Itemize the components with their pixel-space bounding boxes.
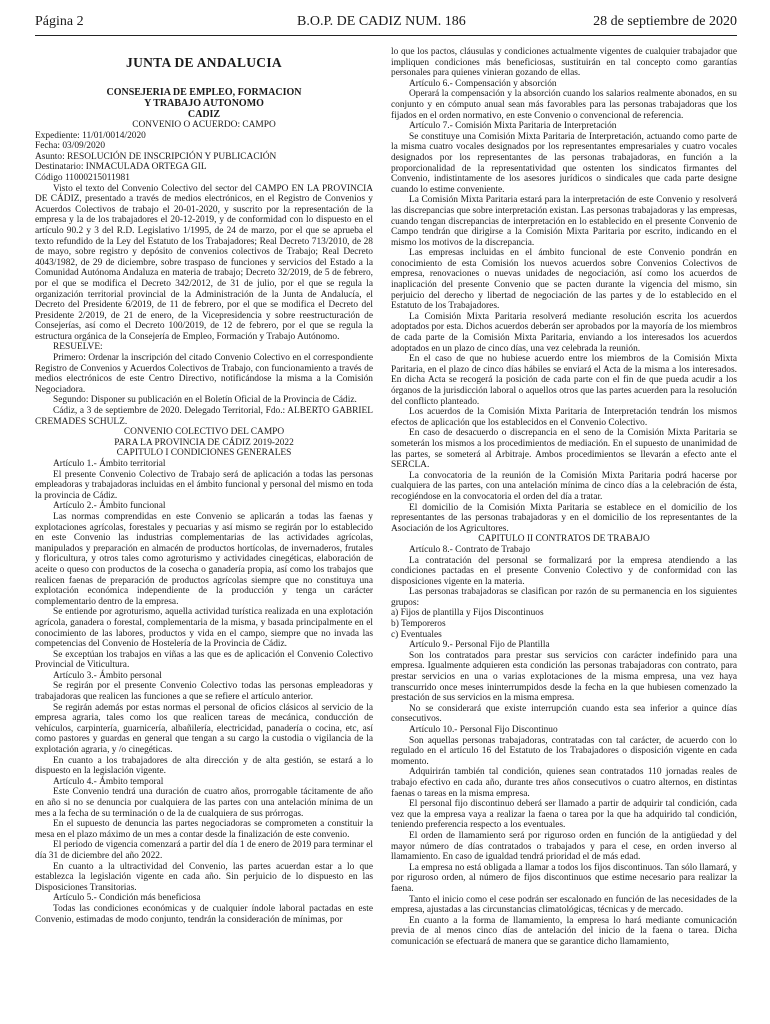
paragraph: No se considerará que existe interrupción cuando esta sea inferior a quince días consecutivos. <box>391 703 737 725</box>
metadata-line: Destinatario: INMACULADA ORTEGA GIL <box>35 162 207 173</box>
page-number: Página 2 <box>35 14 84 29</box>
metadata-line: Fecha: 03/09/2020 <box>35 141 106 152</box>
page-header <box>35 14 737 36</box>
publication-date: 28 de septiembre de 2020 <box>593 14 737 29</box>
department-line-2: Y TRABAJO AUTONOMO <box>144 98 264 109</box>
metadata-line: Código 11000215011981 <box>35 172 130 183</box>
section-heading: PARA LA PROVINCIA DE CÁDIZ 2019-2022 <box>114 437 294 448</box>
paragraph: Se entiende por agroturismo, aquella actividad turística realizada en una explotación agrícola, ganadera o forestal, complementaria de la misma, y basada principalmente en el conocimiento de las labores, productos y vida en el campo, siempre que no invada las competencias del Convenio de Hostelería de la Provincia de Cádiz. <box>35 607 373 650</box>
paragraph: El personal fijo discontinuo deberá ser llamado a partir de adquirir tal condición, cada vez que la empresa vaya a realizar la faena o tarea por la que ha adquirido tal condición, teniendo preferencia respecto a los eventuales. <box>391 799 737 831</box>
paragraph: lo que los pactos, cláusulas y condiciones actualmente vigentes de cualquier trabajador que impliquen condiciones más beneficiosas, sustituirán en tal concepto como garantías personales para quienes vinieran gozando de ellas. <box>391 47 737 79</box>
paragraph: Segundo: Disponer su publicación en el Boletín Oficial de la Provincia de Cádiz. <box>53 395 357 406</box>
paragraph: Artículo 5.- Condición más beneficiosa <box>53 893 201 904</box>
paragraph: Artículo 6.- Compensación y absorción <box>409 78 557 89</box>
paragraph: Artículo 3.- Ámbito personal <box>53 670 162 681</box>
section-heading: CAPITULO II CONTRATOS DE TRABAJO <box>478 534 650 545</box>
header-rule <box>35 35 737 36</box>
right-column <box>391 47 737 1017</box>
section-heading: CAPITULO I CONDICIONES GENERALES <box>116 448 292 459</box>
section-heading: CONVENIO COLECTIVO DEL CAMPO <box>123 427 285 438</box>
paragraph: Artículo 2.- Ámbito funcional <box>53 501 166 512</box>
paragraph: a) Fijos de plantilla y Fijos Discontinuos <box>391 608 544 619</box>
paragraph: c) Eventuales <box>391 629 442 640</box>
paragraph: El orden de llamamiento será por riguroso orden en función de la antigüedad y del mayor número de días contratados o trabajados y para el cese, en orden inverso al llamamiento. En caso de igualdad tendrá prioridad el de más edad. <box>391 830 737 863</box>
paragraph: Se regirán además por estas normas el personal de oficios clásicos al servicio de la empresa agraria, tales como los que realicen tareas de mecánica, conducción de vehículos, carpintería, guarnicería, albañilería, electricidad, panadería o cocina, etc, así como pastores y guardas en general que tengan a su cargo la custodia o vigilancia de la explotación agraria, y /o cinegéticas. <box>35 702 373 756</box>
paragraph: Adquirirán también tal condición, quienes sean contratados 110 jornadas reales de trabajo efectivo en cada año, durante tres años consecutivos o cuatro alternos, en distintas faenas o tareas en la misma empresa. <box>391 767 737 799</box>
paragraph: Los acuerdos de la Comisión Mixta Paritaria de Interpretación tendrán los mismos efectos de aplicación que los establecidos en el Convenio Colectivo. <box>391 407 737 428</box>
department-line-3: CADIZ <box>187 109 221 120</box>
paragraph: Artículo 10.- Personal Fijo Discontinuo <box>409 725 558 735</box>
paragraph: Artículo 8.- Contrato de Trabajo <box>409 544 531 555</box>
left-column <box>35 55 373 1015</box>
paragraph: Artículo 1.- Ámbito territorial <box>53 459 166 469</box>
paragraph: En cuanto a la forma de llamamiento, la empresa lo hará mediante comunicación previa de al menos cinco días de antelación del inicio de la faena o tarea. Dicha comunicación se efectuará de manera que se garantice dicho llamamiento, <box>391 915 737 947</box>
paragraph: La Comisión Mixta Paritaria resolverá mediante resolución escrita los acuerdos adoptados por esta. Dichos acuerdos deberán ser aprobados por la mayoría de los miembros de cada parte de la Comisión Mixta Paritaria, enviando a los interesados los acuerdos adoptados en un plazo de cinco días, una vez celebrada la reunión. <box>391 311 737 354</box>
left-body-text <box>35 184 373 926</box>
paragraph: En cuanto a la ultractividad del Convenio, las partes acuerdan estar a lo que establezca la legislación vigente en cada año. Sin perjuicio de lo dispuesto en las Disposiciones Transitorias. <box>35 861 373 893</box>
paragraph: Primero: Ordenar la inscripción del citado Convenio Colectivo en el correspondiente Registro de Convenios y Acuerdos Colectivos de Trabajo, con funcionamiento a través de medios electrónicos de este Centro Directivo, notificándose la misma a la Comisión Negociadora. <box>35 353 373 395</box>
paragraph: Las personas trabajadoras se clasifican por razón de su permanencia en los siguientes grupos: <box>391 587 737 608</box>
metadata-line: Asunto: RESOLUCIÓN DE INSCRIPCIÓN Y PUBLICACIÓN <box>35 151 277 162</box>
paragraph: Las empresas incluidas en el ámbito funcional de este Convenio pondrán en conocimiento de esta Comisión los nuevos acuerdos sobre Convenios Colectivos de empresa, renovaciones o nuevas unidades de negociación, así como los acuerdos de inaplicación del presente Convenio que se pacten durante la vigencia del mismo, sin perjuicio del derecho y libertad de negociación de las partes y de lo establecido en el Estatuto de los Trabajadores. <box>391 248 737 312</box>
paragraph: El domicilio de la Comisión Mixta Paritaria se establece en el domicilio de los representantes de las personas trabajadoras y en el domicilio de los representantes de la Asociación de los Agricultores. <box>391 502 737 534</box>
paragraph: Artículo 4.- Ámbito temporal <box>53 776 164 787</box>
paragraph: Cádiz, a 3 de septiembre de 2020. Delegado Territorial, Fdo.: ALBERTO GABRIEL CREMADES SCHULZ. <box>35 406 373 427</box>
paragraph: El presente Convenio Colectivo de Trabajo será de aplicación a todas las personas empleadoras y trabajadoras incluidas en el ámbito funcional y personal del mismo en toda la provincia de Cádiz. <box>35 469 373 501</box>
paragraph: En el caso de que no hubiese acuerdo entre los miembros de la Comisión Mixta Paritaria, en el plazo de cinco días hábiles se enviará el Acta de la misma a los interesados. En dicha Acta se recogerá la posición de cada parte con el fin de que pueda acudir a los órganos de la jurisdicción laboral o aquellos otros que las partes acuerden para la resolución del conflicto planteado. <box>391 354 737 407</box>
paragraph: El periodo de vigencia comenzará a partir del día 1 de enero de 2019 para terminar el día 31 de diciembre del año 2022. <box>35 840 373 861</box>
paragraph: b) Temporeros <box>391 619 446 630</box>
paragraph: Visto el texto del Convenio Colectivo del sector del CAMPO EN LA PROVINCIA DE CÁDIZ, presentado a través de medios electrónicos, en el Registro de Convenios y Acuerdos Colectivos de trabajo el 20-01-2020, y suscrito por la representación de la empresa y la de los trabajadores el 20-12-2019, y de conformidad con lo dispuesto en el artículo 90.2 y 3 del R.D. Legislativo 1/1995, de 24 de marzo, por el que se aprueba el texto refundido de la Ley del Estatuto de los Trabajadores; Real Decreto 713/2010, de 28 de mayo, sobre registro y depósito de convenios colectivos de Trabajo; Real Decreto 4043/1982, de 29 de diciembre, sobre traspaso de funciones y servicios del Estado a la Comunidad Autónoma Andaluza en materia de trabajo; Decreto 32/2019, de 5 de febrero, por el que se modifica el Decreto 342/2012, de 31 de julio, por el que se regula la organización territorial provincial de la Administración de la Junta de Andalucía, el Decreto del Presidente 6/2019, de 11 de febrero, por el que se modifica el Decreto del Presidente 2/2019, de 21 de enero, de la Vicepresidencia y sobre reestructuración de Consejerías, así como el Decreto 100/2019, de 12 de febrero, por el que se regula la estructura orgánica de la Consejería de Empleo, Formación y Trabajo Autónomo. <box>35 183 373 342</box>
paragraph: Artículo 7.- Comisión Mixta Paritaria de Interpretación <box>409 121 617 132</box>
paragraph: Son aquellas personas trabajadoras, contratadas con tal carácter, de acuerdo con lo regulado en el artículo 16 del Estatuto de los Trabajadores o disposición vigente en cada momento. <box>391 735 737 767</box>
document-type: CONVENIO O ACUERDO: CAMPO <box>132 120 276 130</box>
publication-title: B.O.P. DE CADIZ NUM. 186 <box>297 14 466 29</box>
paragraph: Este Convenio tendrá una duración de cuatro años, prorrogable tácitamente de año en año si no se denuncia por cualquiera de las partes con una antelación mínima de un mes a la fecha de su terminación o de la de cualquiera de sus prórrogas. <box>35 787 373 819</box>
paragraph: Artículo 9.- Personal Fijo de Plantilla <box>409 640 550 651</box>
paragraph: La empresa no está obligada a llamar a todos los fijos discontinuos. Tan sólo llamará, y por riguroso orden, al número de fijos discontinuos que estime necesario para realizar la faena. <box>391 862 737 894</box>
paragraph: En el supuesto de denuncia las partes negociadoras se comprometen a constituir la mesa en el plazo máximo de un mes a contar desde la finalización de este convenio. <box>35 819 373 840</box>
paragraph: Se constituye una Comisión Mixta Paritaria de Interpretación, actuando como parte de la misma cuatro vocales designados por los representantes empresariales y cuatro vocales designados por los representantes de las personas trabajadoras, en función a la proporcionalidad de la representatividad que ostenten los sindicatos firmantes del Convenio, indistintamente de los asesores jurídicos o sindicales que cada parte designe cuando lo estime conveniente. <box>391 131 737 195</box>
paragraph: La convocatoria de la reunión de la Comisión Mixta Paritaria podrá hacerse por cualquiera de las partes, con una antelación mínima de cinco días a la celebración de ésta, recogiéndose en la convocatoria el orden del día a tratar. <box>391 470 737 502</box>
paragraph: En cuanto a los trabajadores de alta dirección y de alta gestión, se estará a lo dispuesto en la legislación vigente. <box>35 755 373 777</box>
paragraph: Operará la compensación y la absorción cuando los salarios realmente abonados, en su conjunto y en cómputo anual sean más favorables para las personas trabajadoras que los fijados en el orden normativo, en este Convenio o convencional de referencia. <box>391 89 737 121</box>
section-title: JUNTA DE ANDALUCIA <box>126 55 282 70</box>
paragraph: Todas las condiciones económicas y de cualquier índole laboral pactadas en este Convenio, estimadas de modo conjunto, tendrán la consideración de mínimas, por <box>35 903 373 925</box>
right-body-text <box>391 47 737 947</box>
paragraph: En caso de desacuerdo o discrepancia en el seno de la Comisión Mixta Paritaria se someterán los mismos a los procedimientos de mediación. En el supuesto de unanimidad de las partes, se someterá al Arbitraje. Ambos procedimientos se llevarán a efecto ante el SERCLA. <box>391 428 737 471</box>
paragraph: Se exceptúan los trabajos en viñas a las que es de aplicación el Convenio Colectivo Provincial de Viticultura. <box>35 649 373 671</box>
file-metadata <box>35 131 373 184</box>
paragraph: La contratación del personal se formalizará por la empresa atendiendo a las condiciones pactadas en el presente Convenio Colectivo y de conformidad con las disposiciones vigente en la materia. <box>391 555 737 587</box>
paragraph: Las normas comprendidas en este Convenio se aplicarán a todas las faenas y explotaciones agrícolas, forestales y pecuarias y así mismo se regirán por lo establecido en este Convenio las industrias complementarias de las actividades agrícolas, manipulados y preparación en almacén de productos hortícolas, de invernaderos, frutales y floricultura, y otros tales como agroturismo y actividades cinegéticas, elaboración de aceite o queso con productos de la cosecha o ganadería propia, así como los trabajos que realicen faenas de preparación de productos agrícolas siempre que no constituya una explotación económica independiente de la producción y tenga un carácter complementario dentro de la empresa. <box>35 511 373 607</box>
paragraph: RESUELVE: <box>53 342 103 353</box>
paragraph: Tanto el inicio como el cese podrán ser escalonado en función de las necesidades de la empresa, ajustadas a las circunstancias climatológicas, técnicas y de mercado. <box>391 894 737 916</box>
paragraph: Se regirán por el presente Convenio Colectivo todas las personas empleadoras y trabajadoras que realicen las funciones a que se refiere el artículo anterior. <box>35 681 373 703</box>
paragraph: Son los contratados para prestar sus servicios con carácter indefinido para una empresa. Igualmente adquieren esta condición las personas trabajadoras con contrato, para prestar servicios en una o varias explotaciones de la misma empresa, una vez haya transcurrido once meses ininterrumpidos desde la fecha en la que hubiesen comenzado la prestación de sus servicios en la misma empresa. <box>391 650 737 704</box>
department-line-1: CONSEJERIA DE EMPLEO, FORMACION <box>106 87 302 98</box>
paragraph: La Comisión Mixta Paritaria estará para la interpretación de este Convenio y resolverá las discrepancias que sobre interpretación existan. Las personas trabajadoras y las empresas, cuando tengan discrepancias de interpretación en lo establecido en el presente Convenio de Campo tendrán que dirigirse a la Comisión Mixta Paritaria por escrito, indicando en el mismo los motivos de la discrepancia. <box>391 195 737 248</box>
metadata-line: Expediente: 11/01/0014/2020 <box>35 130 146 141</box>
